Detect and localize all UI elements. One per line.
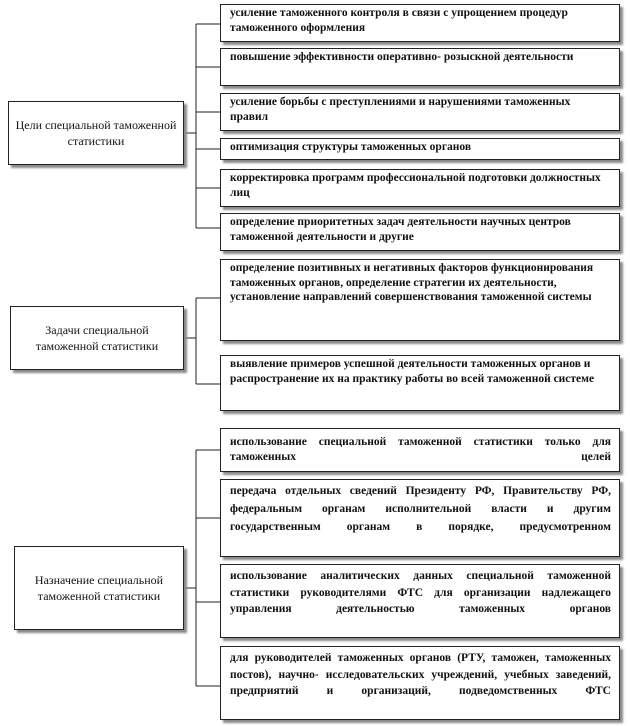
- group-label-tasks: Задачи специальной таможенной статистики: [10, 306, 184, 370]
- goal-item-3: усиление борьбы с преступлениями и нарушениями таможенных правил: [220, 93, 620, 131]
- group-label-goals: Цели специальной таможенной статистики: [8, 101, 184, 165]
- purpose-item-2: передача отдельных сведений Президенту РФ, Правительству РФ, федеральным органам исполнительной власти и другим государственным органам в порядке, предусмотренном: [220, 479, 620, 557]
- goal-item-6: определение приоритетных задач деятельности научных центров таможенной деятельности и другие: [220, 213, 620, 251]
- purpose-item-1: использование специальной таможенной статистики только для таможенных целей: [220, 428, 620, 472]
- goal-item-5: корректировка программ профессиональной подготовки должностных лиц: [220, 169, 620, 207]
- goal-item-1: усиление таможенного контроля в связи с упрощением процедур таможенного оформления: [220, 4, 620, 42]
- goal-item-4: оптимизация структуры таможенных органов: [220, 138, 620, 160]
- purpose-item-3: использование аналитических данных специальной таможенной статистики руководителями ФТС для организации надлежащего управления деятельностью таможенных органов: [220, 564, 620, 638]
- task-item-1: определение позитивных и негативных факторов функционирования таможенных органов, определение стратегии их деятельности, установление направлений совершенствования таможенной системы: [220, 259, 620, 341]
- goal-item-2: повышение эффективности оперативно- розыскной деятельности: [220, 48, 620, 86]
- task-item-2: выявление примеров успешной деятельности таможенных органов и распространение их на практику работы во всей таможенной системе: [220, 355, 620, 411]
- purpose-item-4: для руководителей таможенных органов (РТУ, таможен, таможенных постов), научно- исследовательских учреждений, учебных заведений, предприятий и организаций, подведомственных ФТС: [220, 646, 620, 720]
- group-label-purpose: Назначение специальной таможенной статистики: [14, 546, 184, 630]
